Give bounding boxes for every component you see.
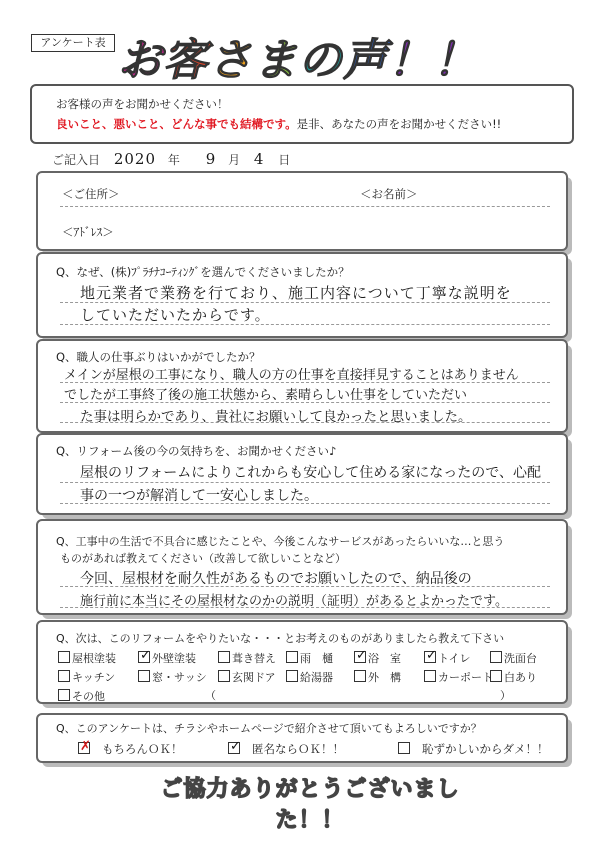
q5-option[interactable] [354,669,401,685]
date-day-unit: 日 [278,153,291,167]
option-label: 玄関ドア [232,671,276,684]
checkbox[interactable] [490,651,502,663]
q5-option[interactable] [286,650,333,666]
q4-question-line-2: ものがあれば教えてください（改善して欲しいことなど） [60,552,346,565]
q4-question-line-1: Q、工事中の生活で不具合に感じたことや、今後こんなサービスがあったらいいな…と思う [56,535,505,548]
q6-question: Q、このアンケートは、チラシやホームページで紹介させて頂いてもよろしいですか？ [56,722,482,735]
q1-answer-line-1: 地元業者で業務を行ており、施工内容について丁寧な説明を [80,284,512,302]
q6-option[interactable] [398,741,549,757]
q1-answer-line-2: していただいたからです。 [80,306,271,324]
checkbox[interactable] [286,651,298,663]
option-label: 白あり [504,671,537,684]
q5-option[interactable] [58,669,115,685]
q3-question: Q、リフォーム後の今の気持ちを、お聞かせください♪ [56,444,337,458]
check-mark-icon: ✓ [356,648,367,663]
q2-question: Q、職人の仕事ぶりはいかがでしたか？ [56,350,261,364]
q5-option[interactable] [218,669,276,685]
q5-question: Q、次は、このリフォームをやりたいな・・・とお考えのものがありましたら教えて下さい [56,632,505,645]
q2-answer-line-2: でしたが工事終了後の施工状態から、素晴らしい仕事をしていただい [64,388,468,403]
personal-info-box [36,171,568,251]
q5-other-close: ） [500,689,511,702]
checkbox[interactable] [218,651,230,663]
date-year-unit: 年 [167,153,180,167]
address-label: ＜ご住所＞ [62,187,120,201]
title-char: ！ [433,35,478,86]
option-label: 洗面台 [504,652,537,665]
title-char: ！ [388,35,433,86]
intro-rest: 是非、あなたの声をお聞かせください!! [296,117,502,131]
q5-option[interactable] [490,650,537,666]
intro-emphasis: 良いこと、悪いこと、どんな事でも結構です。 [56,117,297,131]
q5-option[interactable] [218,650,276,666]
option-label: もちろんＯＫ！ [102,742,183,756]
option-label: 給湯器 [300,671,333,684]
email-label: ＜ｱﾄﾞﾚｽ＞ [62,225,114,239]
title-char: お [118,35,163,86]
option-label: その他 [72,690,105,703]
q5-option[interactable] [138,650,196,666]
option-label: トイレ [438,652,471,665]
date-row [52,150,290,168]
option-label: 恥ずかしいからダメ！！ [422,742,549,756]
page-title [118,30,498,92]
check-mark-icon: ✓ [230,739,241,754]
q5-option[interactable] [286,669,333,685]
option-label: 外 構 [368,671,401,684]
title-char: の [298,35,343,86]
option-label: 窓・サッシ [152,671,207,684]
checkbox[interactable] [228,739,241,754]
title-char: ま [253,35,298,86]
date-label: ご記入日 [52,153,101,167]
checkbox[interactable] [58,651,70,663]
q5-option[interactable] [354,650,401,666]
q5-option[interactable] [424,669,493,685]
option-label: 浴 室 [368,652,401,665]
date-month[interactable]: 9 [205,150,217,168]
checkbox[interactable] [78,739,91,754]
checkbox[interactable] [58,670,70,682]
checkbox[interactable] [354,648,367,663]
checkbox[interactable] [490,670,502,682]
checkbox[interactable] [138,670,150,682]
option-label: 匿名ならＯＫ！！ [252,742,344,756]
option-label: 外壁塗装 [152,652,196,665]
q3-answer-line-1: 屋根のリフォームによりこれからも安心して住める家になったので、心配 [80,465,542,481]
checkbox[interactable] [424,670,436,682]
checkbox[interactable] [218,670,230,682]
checkbox[interactable] [138,648,151,663]
date-year[interactable]: 2020 [113,150,157,168]
q3-answer-line-2: 事の一つが解消して一安心しました。 [80,488,318,504]
q5-option[interactable] [58,688,105,704]
q5-other-open: （ [205,689,216,702]
title-char: 声 [343,35,388,86]
q5-option[interactable] [424,650,470,666]
checkbox[interactable] [424,648,437,663]
q4-answer-line-1: 今回、屋根材を耐久性があるものでお願いしたので、納品後の [80,571,472,587]
intro-line-1: お客様の声をお聞かせください！ [56,97,229,111]
checkbox[interactable] [58,689,70,701]
q5-option[interactable] [138,669,207,685]
q5-option[interactable] [490,669,537,685]
check-mark-icon: ✓ [426,648,437,663]
q6-option[interactable] [228,741,344,757]
checkbox[interactable] [354,670,366,682]
q2-answer-line-3: た事は明らかであり、貴社にお願いして良かったと思いました。 [80,409,472,425]
name-label: ＜お名前＞ [360,187,418,201]
checkbox[interactable] [398,742,410,754]
q5-option[interactable] [58,650,116,666]
intro-line-2 [56,116,501,132]
q4-answer-line-2: 施行前に本当にその屋根材なのかの説明（証明）があるとよかったです。 [80,594,508,609]
q2-answer-line-1: メインが屋根の工事になり、職人の方の仕事を直接拝見することはありません [64,368,519,383]
option-label: キッチン [72,671,116,684]
checkbox[interactable] [286,670,298,682]
title-char: 客 [163,35,208,86]
q1-question: Q、なぜ、(株)ﾌﾟﾗﾁﾅｺｰﾃｨﾝｸﾞを選んでくださいましたか？ [56,265,350,279]
intro-banner [30,84,574,144]
title-char: さ [208,35,253,86]
date-month-unit: 月 [228,153,241,167]
option-label: 葺き替え [232,652,276,665]
option-label: 雨 樋 [300,652,333,665]
q6-option[interactable] [78,741,183,757]
option-label: カーポート [438,671,493,684]
date-day[interactable]: 4 [253,150,265,168]
form-label: アンケート表 [31,34,115,52]
cross-mark-icon: ✗ [80,739,91,754]
thanks-message: ご協力ありがとうございました！！ [160,777,460,833]
option-label: 屋根塗装 [72,652,116,665]
check-mark-icon: ✓ [140,648,151,663]
